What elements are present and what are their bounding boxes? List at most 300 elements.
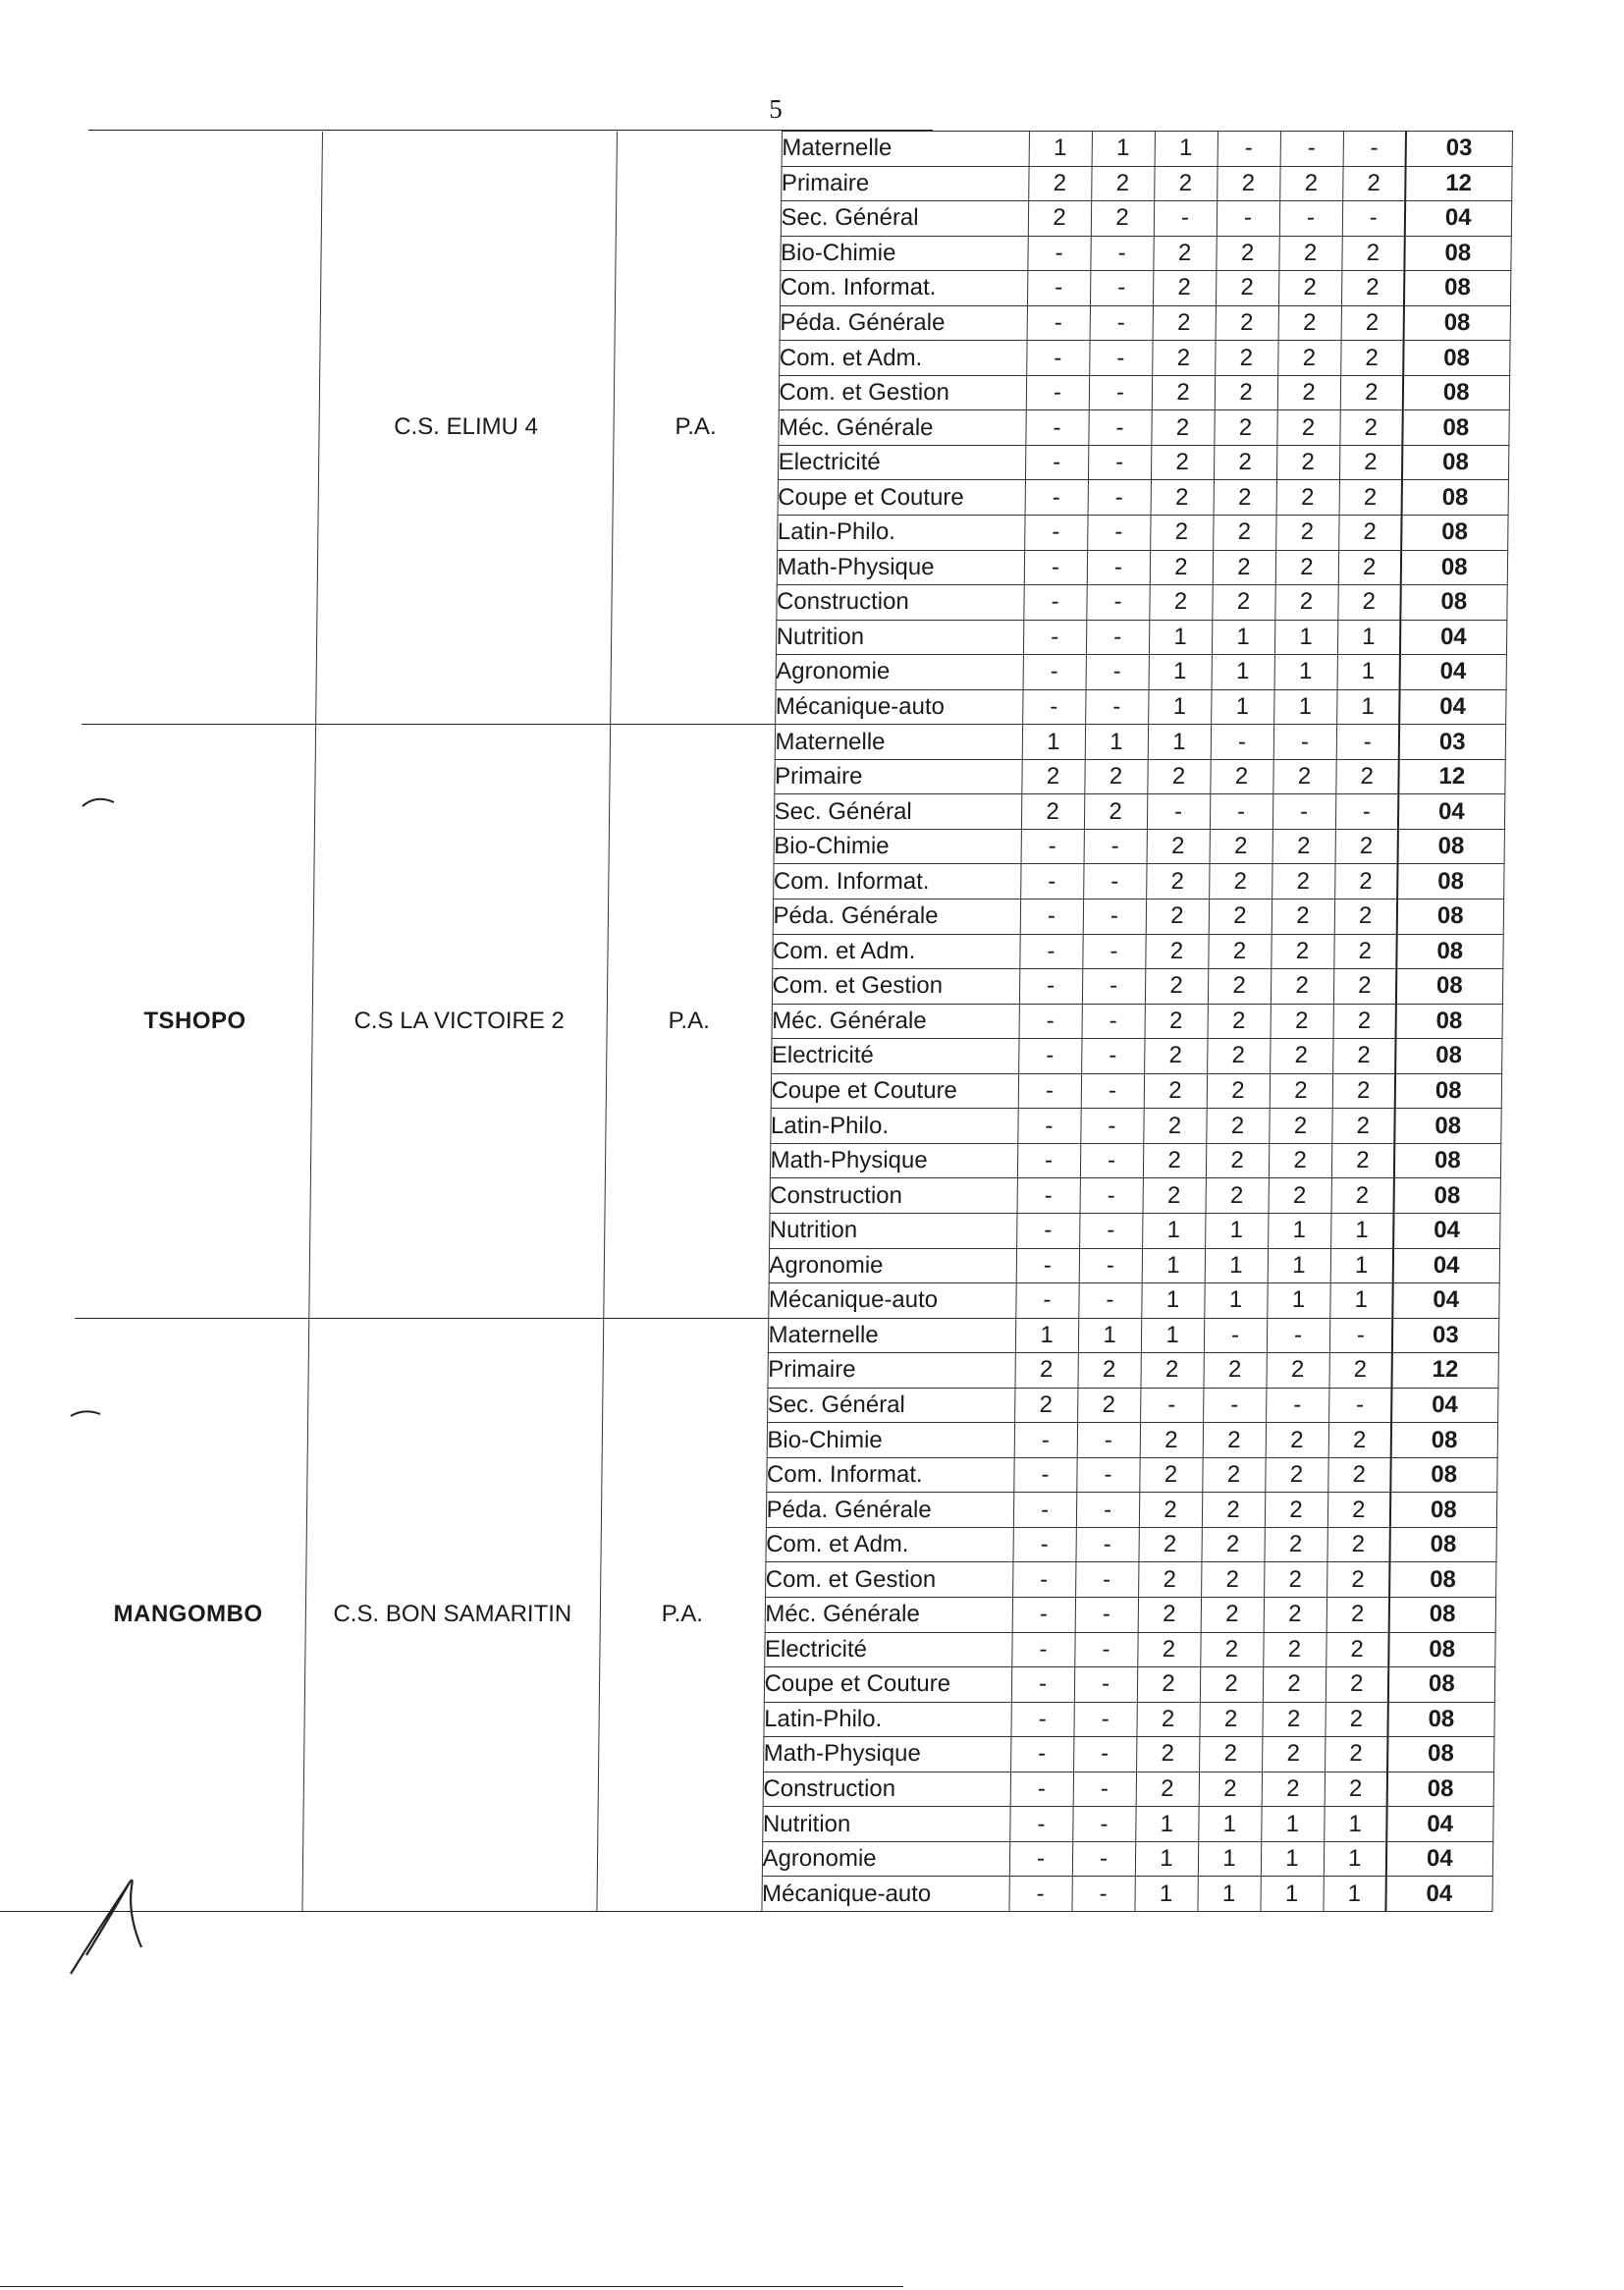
option-name: Méc. Générale — [765, 1597, 1012, 1632]
grade-count-cell: 2 — [1136, 1737, 1199, 1772]
grade-count-cell: 1 — [1274, 655, 1337, 690]
grade-count-cell: 1 — [1323, 1877, 1385, 1912]
grade-count-cell: 2 — [1212, 585, 1274, 621]
grade-count-cell: 2 — [1143, 1143, 1206, 1178]
total-cell: 08 — [1396, 1004, 1502, 1039]
option-name: Agronomie — [762, 1841, 1009, 1877]
grade-count-cell: - — [1026, 341, 1089, 376]
grade-count-cell: - — [1012, 1597, 1075, 1632]
grade-count-cell: 2 — [1269, 1109, 1331, 1144]
total-cell: 08 — [1389, 1527, 1495, 1562]
grade-count-cell: 1 — [1148, 725, 1211, 760]
status-cell — [603, 725, 775, 1318]
grade-count-cell: 2 — [1262, 1737, 1325, 1772]
grade-count-cell: 2 — [1207, 1039, 1270, 1074]
option-name: Nutrition — [762, 1807, 1009, 1842]
grade-count-cell: 1 — [1260, 1877, 1323, 1912]
grade-count-cell: 2 — [1014, 1353, 1077, 1389]
grade-count-cell: 2 — [1151, 410, 1214, 446]
grade-count-cell: 2 — [1334, 900, 1397, 935]
grade-count-cell: 2 — [1206, 1143, 1269, 1178]
grade-count-cell: - — [1023, 585, 1086, 621]
option-name: Bio-Chimie — [774, 829, 1021, 864]
grade-count-cell: 2 — [1209, 864, 1272, 900]
grade-count-cell: 2 — [1139, 1457, 1202, 1493]
grade-count-cell: - — [1343, 132, 1406, 167]
total-cell: 08 — [1402, 445, 1508, 480]
grade-count-cell: - — [1089, 375, 1152, 410]
grade-count-cell: 2 — [1091, 166, 1154, 201]
grade-count-cell: 2 — [1325, 1737, 1387, 1772]
grade-count-cell: 2 — [1147, 829, 1210, 864]
grade-count-cell: 2 — [1264, 1527, 1326, 1562]
grade-count-cell: 2 — [1200, 1632, 1263, 1667]
option-name: Bio-Chimie — [780, 236, 1027, 271]
option-name: Primaire — [774, 759, 1021, 794]
option-name: Construction — [769, 1178, 1016, 1214]
grade-count-cell: 2 — [1271, 969, 1333, 1005]
grade-count-cell: - — [1015, 1283, 1078, 1319]
total-cell: 08 — [1400, 585, 1506, 621]
grade-count-cell: 2 — [1077, 1388, 1140, 1423]
grade-count-cell: 2 — [1199, 1772, 1262, 1807]
grade-count-cell: 2 — [1263, 1632, 1326, 1667]
grade-count-cell: 2 — [1341, 236, 1404, 271]
grade-count-cell: - — [1204, 1318, 1267, 1353]
grade-count-cell: 2 — [1333, 1004, 1396, 1039]
grade-count-cell: - — [1074, 1632, 1137, 1667]
option-name: Mécanique-auto — [768, 1283, 1015, 1319]
option-name: Com. Informat. — [766, 1457, 1013, 1493]
grade-count-cell: 2 — [1274, 585, 1337, 621]
grade-count-cell: - — [1280, 132, 1343, 167]
grade-count-cell: 2 — [1200, 1667, 1263, 1703]
grade-count-cell: - — [1154, 201, 1217, 237]
option-name: Nutrition — [769, 1213, 1016, 1248]
grade-count-cell: - — [1084, 829, 1147, 864]
grade-count-cell: 2 — [1331, 1109, 1394, 1144]
grade-count-cell: 2 — [1332, 1073, 1395, 1109]
region-name: MANGOMBO — [113, 1601, 263, 1628]
option-name: Construction — [776, 585, 1023, 621]
grade-count-cell: 2 — [1269, 1143, 1331, 1178]
grade-count-cell: 1 — [1212, 620, 1274, 655]
grade-count-cell: 2 — [1137, 1632, 1200, 1667]
grade-count-cell: - — [1203, 1388, 1266, 1423]
grade-count-cell: 2 — [1326, 1632, 1388, 1667]
total-cell: 04 — [1392, 1283, 1498, 1319]
grade-count-cell: - — [1090, 271, 1153, 306]
option-name: Mécanique-auto — [775, 689, 1022, 725]
grade-count-cell: 2 — [1277, 341, 1340, 376]
option-name: Com. et Gestion — [779, 375, 1026, 410]
total-cell: 12 — [1405, 166, 1511, 201]
grade-count-cell: - — [1013, 1493, 1076, 1528]
grade-count-cell: - — [1016, 1213, 1079, 1248]
grade-count-cell: 1 — [1155, 132, 1218, 167]
grade-count-cell: - — [1086, 585, 1149, 621]
grade-count-cell: 2 — [1084, 759, 1147, 794]
grade-count-cell: 2 — [1264, 1597, 1326, 1632]
grade-count-cell: - — [1078, 1283, 1141, 1319]
grade-count-cell: - — [1010, 1702, 1073, 1737]
grade-count-cell: 1 — [1149, 655, 1212, 690]
option-name: Com. Informat. — [780, 271, 1027, 306]
grade-count-cell: 2 — [1021, 759, 1084, 794]
grade-count-cell: 1 — [1142, 1248, 1205, 1283]
grade-count-cell: 2 — [1326, 1667, 1388, 1703]
grade-count-cell: 2 — [1203, 1423, 1266, 1458]
region-name: TSHOPO — [143, 1007, 246, 1034]
grade-count-cell: 2 — [1151, 480, 1214, 516]
option-name: Latin-Philo. — [770, 1109, 1017, 1144]
grade-count-cell: - — [1272, 794, 1335, 830]
grade-count-cell: 2 — [1151, 445, 1214, 480]
grade-count-cell: - — [1083, 900, 1146, 935]
grade-count-cell: 1 — [1330, 1213, 1393, 1248]
grade-count-cell: 2 — [1199, 1702, 1262, 1737]
grade-count-cell: 2 — [1091, 201, 1154, 237]
grade-count-cell: - — [1079, 1248, 1142, 1283]
grade-count-cell: 2 — [1276, 445, 1339, 480]
option-name: Coupe et Couture — [764, 1667, 1011, 1703]
total-cell: 08 — [1387, 1737, 1493, 1772]
grade-count-cell: 2 — [1150, 550, 1213, 585]
grade-count-cell: - — [1072, 1807, 1135, 1842]
option-name: Maternelle — [775, 725, 1022, 760]
grade-count-cell: 2 — [1210, 759, 1272, 794]
region-cell — [75, 725, 315, 1318]
grade-count-cell: - — [1016, 1178, 1079, 1214]
grade-count-cell: 2 — [1021, 794, 1084, 830]
grade-count-cell: 2 — [1278, 305, 1341, 341]
grade-count-cell: - — [1012, 1527, 1075, 1562]
grade-count-cell: 2 — [1145, 969, 1208, 1005]
grade-count-cell: 2 — [1215, 341, 1277, 376]
grade-count-cell: 2 — [1339, 410, 1402, 446]
table-row — [81, 725, 1505, 760]
grade-count-cell: 2 — [1275, 516, 1338, 551]
total-cell: 08 — [1388, 1632, 1494, 1667]
option-name: Math-Physique — [763, 1737, 1010, 1772]
total-cell: 04 — [1386, 1841, 1492, 1877]
option-name: Com. et Gestion — [772, 969, 1019, 1005]
grade-count-cell: - — [1014, 1423, 1077, 1458]
grade-count-cell: - — [1011, 1632, 1074, 1667]
grade-count-cell: 2 — [1014, 1388, 1077, 1423]
grade-count-cell: - — [1019, 969, 1082, 1005]
total-cell: 04 — [1391, 1388, 1497, 1423]
grade-count-cell: - — [1018, 1073, 1081, 1109]
grade-count-cell: - — [1010, 1772, 1073, 1807]
total-cell: 08 — [1389, 1597, 1495, 1632]
grade-count-cell: 2 — [1202, 1457, 1265, 1493]
total-cell: 03 — [1399, 725, 1505, 760]
grade-count-cell: 2 — [1335, 759, 1398, 794]
grade-count-cell: - — [1023, 620, 1086, 655]
total-cell: 08 — [1404, 305, 1510, 341]
option-name: Electricité — [778, 445, 1025, 480]
grade-count-cell: 2 — [1339, 445, 1402, 480]
grade-count-cell: 2 — [1146, 864, 1209, 900]
grade-count-cell: - — [1071, 1877, 1134, 1912]
total-cell: 08 — [1397, 864, 1503, 900]
allocation-table-wrapper — [68, 131, 1512, 1912]
total-cell: 03 — [1406, 132, 1512, 167]
option-name: Péda. Générale — [780, 305, 1027, 341]
grade-count-cell: 2 — [1268, 1178, 1330, 1214]
grade-count-cell: - — [1012, 1562, 1075, 1598]
grade-count-cell: 2 — [1337, 585, 1400, 621]
total-cell: 08 — [1396, 969, 1502, 1005]
total-cell: 04 — [1399, 689, 1505, 725]
total-cell: 08 — [1395, 1039, 1501, 1074]
grade-count-cell: 2 — [1028, 201, 1091, 237]
option-name: Construction — [763, 1772, 1010, 1807]
grade-count-cell: 2 — [1216, 236, 1278, 271]
grade-count-cell: - — [1336, 725, 1399, 760]
grade-count-cell: - — [1086, 655, 1149, 690]
grade-count-cell: - — [1072, 1841, 1135, 1877]
grade-count-cell: - — [1079, 1178, 1142, 1214]
grade-count-cell: - — [1010, 1737, 1073, 1772]
option-name: Latin-Philo. — [777, 516, 1024, 551]
total-cell: 08 — [1394, 1143, 1500, 1178]
option-name: Sec. Général — [774, 794, 1021, 830]
school-name: C.S LA VICTOIRE 2 — [353, 1007, 566, 1034]
total-cell: 08 — [1396, 934, 1502, 969]
grade-count-cell: 1 — [1141, 1318, 1204, 1353]
grade-count-cell: - — [1266, 1388, 1328, 1423]
grade-count-cell: 1 — [1329, 1283, 1392, 1319]
grade-count-cell: 2 — [1331, 1143, 1394, 1178]
grade-count-cell: 2 — [1276, 480, 1339, 516]
grade-count-cell: - — [1016, 1248, 1079, 1283]
grade-count-cell: 1 — [1324, 1807, 1386, 1842]
option-name: Com. et Adm. — [765, 1527, 1012, 1562]
grade-count-cell: 1 — [1085, 725, 1148, 760]
total-cell: 08 — [1402, 480, 1508, 516]
option-name: Maternelle — [782, 132, 1029, 167]
option-name: Math-Physique — [777, 550, 1024, 585]
grade-count-cell: 2 — [1153, 271, 1216, 306]
status-name: P.A. — [661, 1601, 704, 1628]
total-cell: 08 — [1404, 271, 1510, 306]
grade-count-cell: 2 — [1142, 1178, 1205, 1214]
grade-count-cell: 2 — [1326, 1527, 1389, 1562]
grade-count-cell: - — [1073, 1772, 1136, 1807]
grade-count-cell: - — [1140, 1388, 1203, 1423]
grade-count-cell: 1 — [1267, 1283, 1329, 1319]
grade-count-cell: 2 — [1266, 1423, 1328, 1458]
total-cell: 08 — [1403, 375, 1509, 410]
grade-count-cell: 2 — [1272, 829, 1335, 864]
total-cell: 08 — [1391, 1423, 1497, 1458]
grade-count-cell: - — [1089, 341, 1152, 376]
grade-count-cell: 2 — [1144, 1073, 1207, 1109]
grade-count-cell: 2 — [1216, 305, 1278, 341]
grade-count-cell: 1 — [1337, 620, 1400, 655]
grade-count-cell: - — [1021, 829, 1084, 864]
grade-count-cell: 2 — [1278, 271, 1341, 306]
total-cell: 04 — [1400, 655, 1506, 690]
total-cell: 08 — [1398, 829, 1504, 864]
grade-count-cell: 1 — [1261, 1807, 1324, 1842]
grade-count-cell: 2 — [1147, 759, 1210, 794]
grade-count-cell: 2 — [1265, 1493, 1327, 1528]
grade-count-cell: 2 — [1333, 934, 1396, 969]
grade-count-cell: - — [1027, 236, 1090, 271]
grade-count-cell: 2 — [1149, 585, 1212, 621]
grade-count-cell: 2 — [1325, 1702, 1387, 1737]
grade-count-cell: 1 — [1029, 132, 1092, 167]
grade-count-cell: - — [1020, 900, 1083, 935]
grade-count-cell: 1 — [1135, 1807, 1198, 1842]
grade-count-cell: 2 — [1271, 934, 1333, 969]
total-cell: 08 — [1403, 341, 1509, 376]
grade-count-cell: 1 — [1212, 655, 1274, 690]
grade-count-cell: - — [1335, 794, 1398, 830]
grade-count-cell: 2 — [1152, 375, 1215, 410]
school-name: C.S. ELIMU 4 — [394, 413, 539, 441]
grade-count-cell: - — [1017, 1143, 1080, 1178]
grade-count-cell: - — [1013, 1457, 1076, 1493]
grade-count-cell: - — [1080, 1143, 1143, 1178]
grade-count-cell: 1 — [1134, 1877, 1197, 1912]
allocation-table — [68, 131, 1512, 1912]
grade-count-cell: 1 — [1148, 689, 1211, 725]
total-cell: 08 — [1397, 900, 1503, 935]
grade-count-cell: 2 — [1144, 1039, 1207, 1074]
grade-count-cell: - — [1087, 516, 1150, 551]
grade-count-cell: - — [1083, 864, 1146, 900]
option-name: Agronomie — [776, 655, 1023, 690]
grade-count-cell: 1 — [1205, 1248, 1268, 1283]
signature-icon — [59, 1871, 157, 1979]
grade-count-cell: 1 — [1336, 689, 1399, 725]
option-name: Primaire — [767, 1353, 1014, 1389]
grade-count-cell: 2 — [1270, 1039, 1332, 1074]
school-cell — [301, 1318, 603, 1911]
grade-count-cell: 1 — [1204, 1283, 1267, 1319]
total-cell: 08 — [1395, 1073, 1501, 1109]
grade-count-cell: - — [1026, 375, 1089, 410]
grade-count-cell: 2 — [1209, 900, 1272, 935]
grade-count-cell: 2 — [1334, 864, 1397, 900]
total-cell: 04 — [1386, 1807, 1492, 1842]
school-cell — [308, 725, 610, 1318]
tick-mark-icon — [67, 1404, 106, 1422]
grade-count-cell: - — [1267, 1318, 1329, 1353]
option-name: Com. et Gestion — [765, 1562, 1012, 1598]
grade-count-cell: - — [1009, 1807, 1072, 1842]
grade-count-cell: 2 — [1338, 516, 1401, 551]
total-cell: 04 — [1398, 794, 1504, 830]
grade-count-cell: - — [1019, 1004, 1082, 1039]
option-name: Primaire — [781, 166, 1028, 201]
grade-count-cell: - — [1020, 864, 1083, 900]
grade-count-cell: 2 — [1340, 341, 1403, 376]
option-name: Péda. Générale — [773, 900, 1020, 935]
grade-count-cell: 2 — [1208, 1004, 1271, 1039]
option-name: Méc. Générale — [772, 1004, 1019, 1039]
total-cell: 08 — [1388, 1667, 1494, 1703]
total-cell: 08 — [1393, 1178, 1499, 1214]
option-name: Mécanique-auto — [761, 1877, 1008, 1912]
option-name: Agronomie — [769, 1248, 1016, 1283]
grade-count-cell: 2 — [1136, 1702, 1199, 1737]
grade-count-cell: 2 — [1138, 1527, 1201, 1562]
grade-count-cell: 2 — [1205, 1178, 1268, 1214]
grade-count-cell: 2 — [1028, 166, 1091, 201]
grade-count-cell: 2 — [1201, 1597, 1264, 1632]
grade-count-cell: 2 — [1326, 1597, 1389, 1632]
grade-count-cell: 2 — [1216, 271, 1278, 306]
grade-count-cell: 2 — [1342, 166, 1405, 201]
grade-count-cell: 2 — [1272, 900, 1334, 935]
page-number: 5 — [769, 94, 783, 124]
grade-count-cell: - — [1217, 201, 1279, 237]
grade-count-cell: - — [1075, 1527, 1138, 1562]
grade-count-cell: 2 — [1330, 1178, 1393, 1214]
grade-count-cell: 2 — [1154, 166, 1217, 201]
grade-count-cell: 2 — [1145, 1004, 1208, 1039]
grade-count-cell: - — [1019, 934, 1082, 969]
total-cell: 04 — [1393, 1213, 1499, 1248]
grade-count-cell: - — [1024, 550, 1087, 585]
grade-count-cell: 2 — [1214, 445, 1276, 480]
grade-count-cell: - — [1081, 1039, 1144, 1074]
option-name: Latin-Philo. — [763, 1702, 1010, 1737]
status-name: P.A. — [668, 1007, 710, 1034]
grade-count-cell: 2 — [1213, 516, 1275, 551]
grade-count-cell: - — [1273, 725, 1336, 760]
grade-count-cell: - — [1025, 445, 1088, 480]
grade-count-cell: - — [1085, 689, 1148, 725]
grade-count-cell: - — [1082, 969, 1145, 1005]
grade-count-cell: 2 — [1203, 1353, 1266, 1389]
total-cell: 12 — [1398, 759, 1504, 794]
table-row — [88, 132, 1512, 167]
grade-count-cell: 2 — [1136, 1772, 1199, 1807]
grade-count-cell: 2 — [1262, 1702, 1325, 1737]
grade-count-cell: 2 — [1338, 550, 1401, 585]
grade-count-cell: - — [1024, 516, 1087, 551]
grade-count-cell: - — [1027, 305, 1090, 341]
grade-count-cell: - — [1075, 1562, 1138, 1598]
grade-count-cell: 1 — [1198, 1841, 1261, 1877]
grade-count-cell: 2 — [1153, 236, 1216, 271]
grade-count-cell: 1 — [1135, 1841, 1198, 1877]
grade-count-cell: - — [1080, 1109, 1143, 1144]
grade-count-cell: - — [1218, 132, 1280, 167]
grade-count-cell: - — [1088, 445, 1151, 480]
grade-count-cell: 2 — [1208, 934, 1271, 969]
page-footer-rule — [0, 2286, 903, 2287]
grade-count-cell: - — [1088, 480, 1151, 516]
total-cell: 08 — [1401, 516, 1507, 551]
grade-count-cell: 1 — [1337, 655, 1400, 690]
grade-count-cell: - — [1086, 620, 1149, 655]
grade-count-cell: 2 — [1152, 341, 1215, 376]
total-cell: 08 — [1404, 236, 1510, 271]
grade-count-cell: 2 — [1145, 934, 1208, 969]
grade-count-cell: - — [1082, 1004, 1145, 1039]
grade-count-cell: 2 — [1139, 1493, 1202, 1528]
grade-count-cell: 2 — [1341, 305, 1404, 341]
grade-count-cell: 2 — [1335, 829, 1398, 864]
total-cell: 08 — [1402, 410, 1508, 446]
